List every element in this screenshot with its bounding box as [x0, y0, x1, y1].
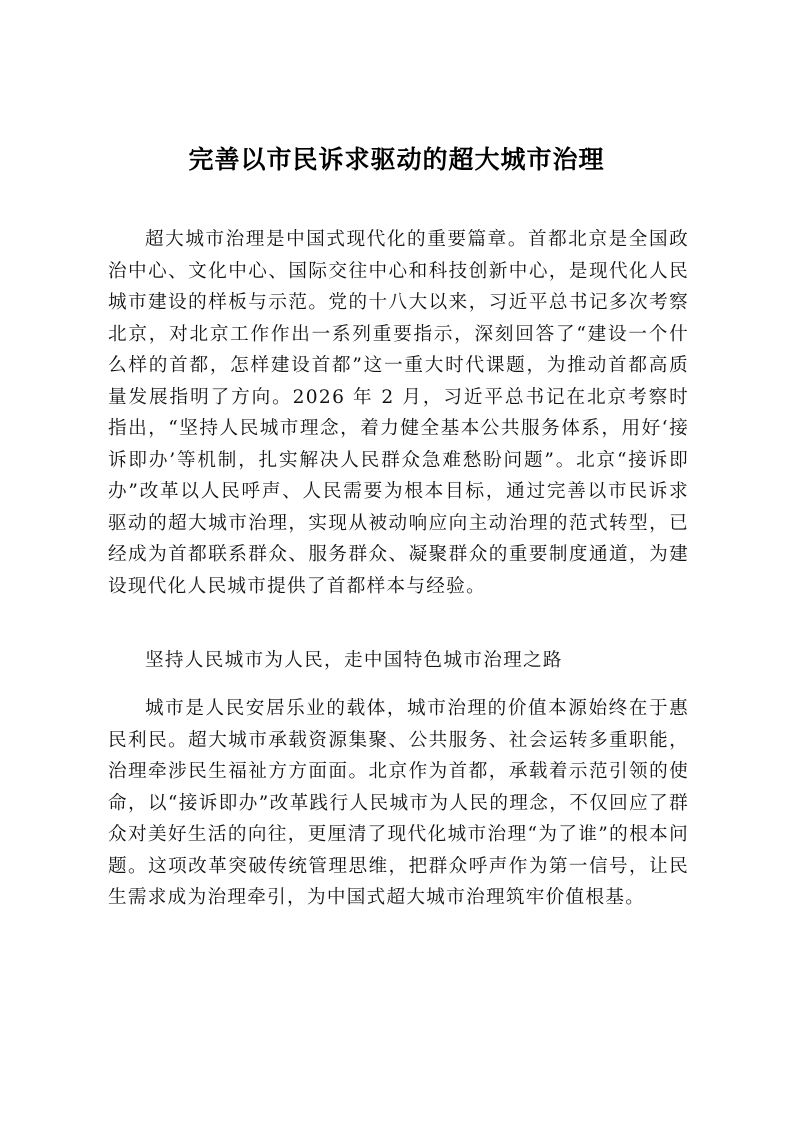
- document-title: 完善以市民诉求驱动的超大城市治理: [188, 145, 605, 174]
- section-heading: 坚持人民城市为人民，走中国特色城市治理之路: [145, 650, 563, 671]
- paragraph-section-1: 城市是人民安居乐业的载体，城市治理的价值本源始终在于惠民利民。超大城市承载资源集聚、公共服务、社会运转多重职能，治理牵涉民生福祉方方面面。北京作为首都，承载着示范引领的使命，以“接诉即办”改革践行人民城市为人民的理念，不仅回应了群众对美好生活的向往，更厘清了现代化城市治理“为了谁”的根本问题。这项改革突破传统管理思维，把群众呼声作为第一信号，让民生需求成为治理牵引，为中国式超大城市治理筑牢价值根基。: [108, 698, 689, 908]
- paragraph-intro: 超大城市治理是中国式现代化的重要篇章。首都北京是全国政治中心、文化中心、国际交往中心和科技创新中心，是现代化人民城市建设的样板与示范。党的十八大以来，习近平总书记多次考察北京，对北京工作作出一系列重要指示，深刻回答了“建设一个什么样的首都，怎样建设首都”这一重大时代课题，为推动首都高质量发展指明了方向。2026 年 2 月，习近平总书记在北京考察时指出，“坚持人民城市理念，着力健全基本公共服务体系，用好‘接诉即办’等机制，扎实解决人民群众急难愁盼问题”。北京“接诉即办”改革以人民呼声、人民需要为根本目标，通过完善以市民诉求驱动的超大城市治理，实现从被动响应向主动治理的范式转型，已经成为首都联系群众、服务群众、凝聚群众的重要制度通道，为建设现代化人民城市提供了首都样本与经验。: [108, 229, 689, 597]
